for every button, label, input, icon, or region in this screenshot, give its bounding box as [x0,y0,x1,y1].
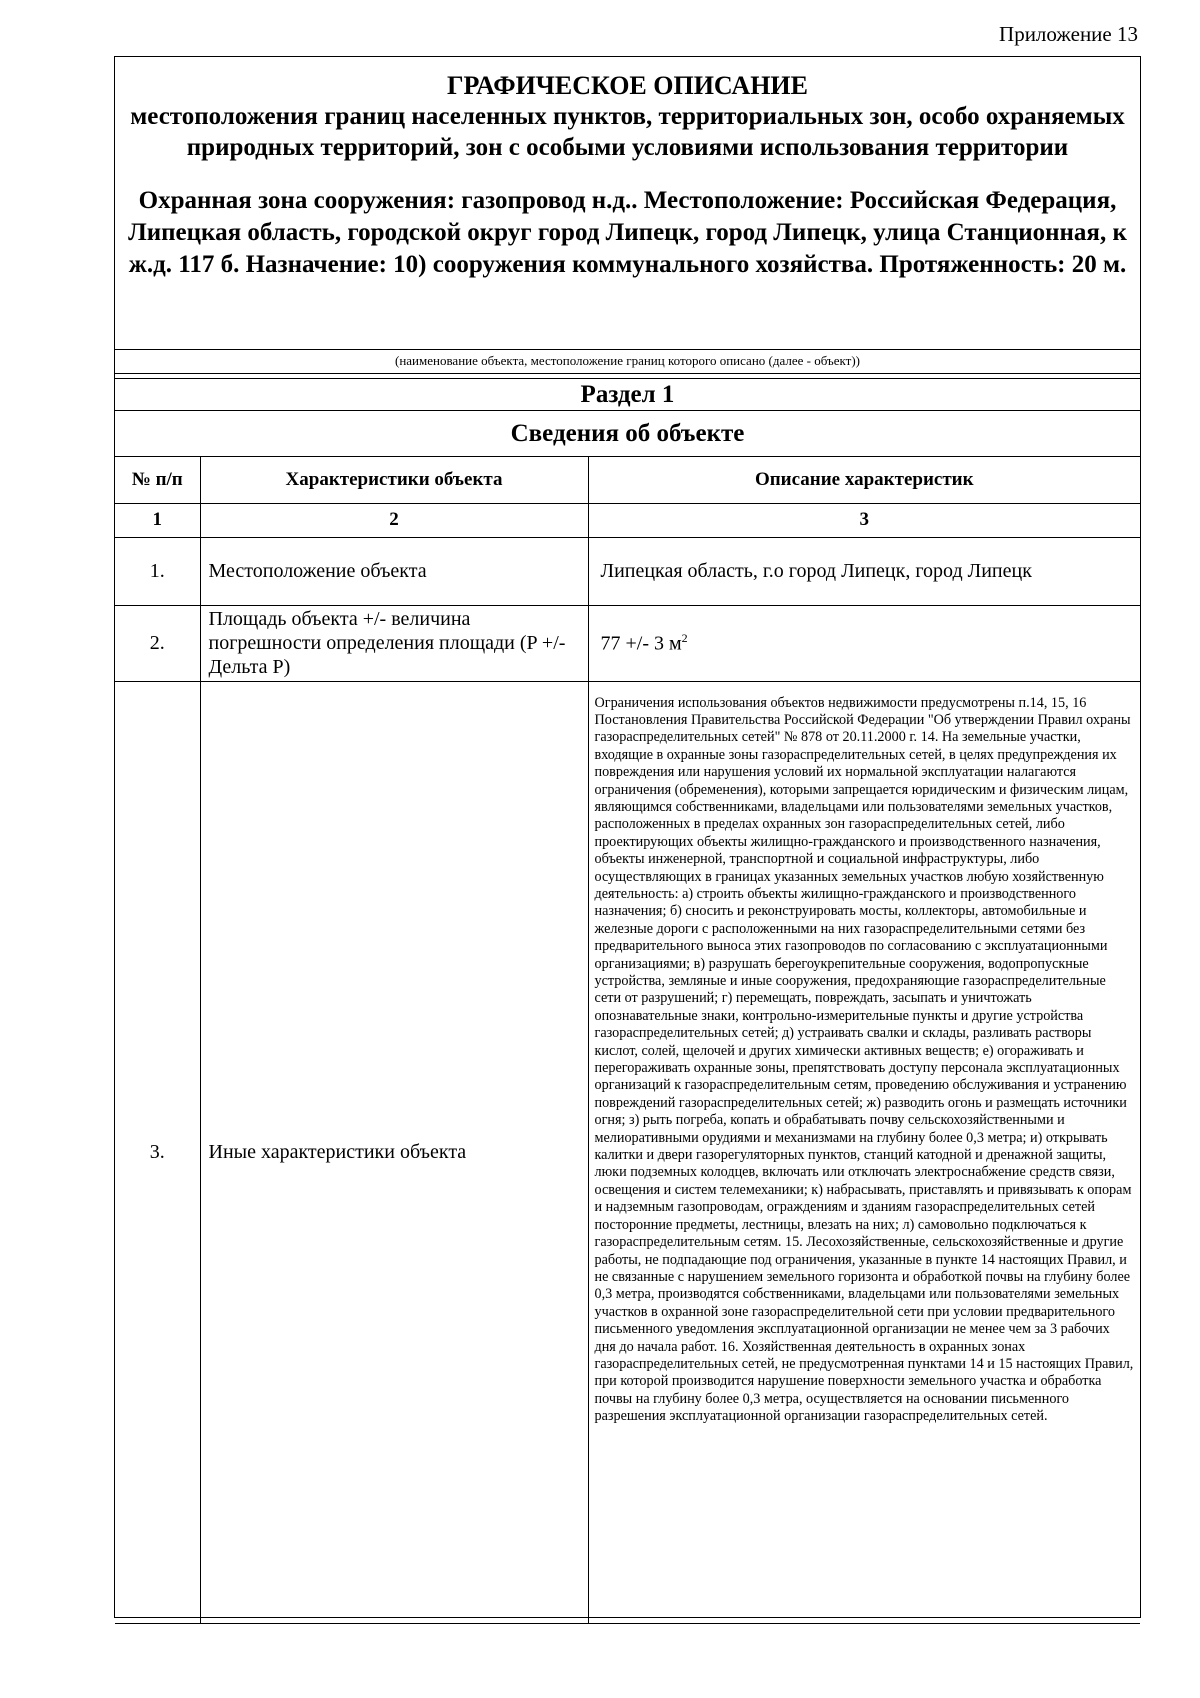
table-row [115,605,1140,681]
document-frame [114,56,1141,1618]
document-subtitle: местоположения границ населенных пунктов, территориальных зон, особо охраняемых природных территорий, зон с особыми условиями использования территории [130,103,1125,161]
header-description: Описание характеристик [588,457,1140,503]
document-title: ГРАФИЧЕСКОЕ ОПИСАНИЕ [447,71,808,100]
object-name: Охранная зона сооружения: газопровод н.д.. Местоположение: Российская Федерация, Липецкая область, городской округ город Липецк, город Липецк, улица Станционная, к ж.д. 117 б. Назначение: 10) сооружения коммунального хозяйства. Протяженность: 20 м. [128,187,1127,278]
table-header-row [115,457,1140,503]
section-title: Сведения об объекте [115,411,1140,457]
row-characteristic: Иные характеристики объекта [200,681,588,1623]
header-number: № п/п [115,457,200,503]
row-number: 2. [115,605,200,681]
row-description: Ограничения использования объектов недвижимости предусмотрены п.14, 15, 16 Постановления Правительства Российской Федерации "Об утверждении Правил охраны газораспределительных сетей" № 878 от 20.11.2000 г. 14. На земельные участки, входящие в охранные зоны газораспределительных сетей, в целях предупреждения их повреждения или нарушения условий их нормальной эксплуатации налагаются ограничения (обременения), которыми запрещается юридическим и физическим лицам, являющимся собственниками, владельцами или пользователями земельных участков, расположенных в пределах охранных зон газораспределительных сетей, либо проектирующих объекты жилищно-гражданского и производственного назначения, объекты инженерной, транспортной и социальной инфраструктуры, либо осуществляющих в границах указанных земельных участков любую хозяйственную деятельность: а) строить объекты жилищно-гражданского и производственного назначения; б) сносить и реконструировать мосты, коллекторы, автомобильные и железные дороги с расположенными на них газораспределительными сетями без предварительного выноса этих газопроводов по согласованию с эксплуатационными организациями; в) разрушать берегоукрепительные сооружения, водопропускные устройства, земляные и иные сооружения, предохраняющие газораспределительные сети от разрушений; г) перемещать, повреждать, засыпать и уничтожать опознавательные знаки, контрольно-измерительные пункты и другие устройства газораспределительных сетей; д) устраивать свалки и склады, разливать растворы кислот, солей, щелочей и других химически активных веществ; е) огораживать и перегораживать охранные зоны, препятствовать доступу персонала эксплуатационных организаций к газораспределительным сетям, проведению обслуживания и устранению повреждений газораспределительных сетей; ж) разводить огонь и размещать источники огня; з) рыть погреба, копать и обрабатывать почву сельскохозяйственными и мелиоративными орудиями и механизмами на глубину более 0,3 метра; и) открывать калитки и двери газорегуляторных пунктов, станций катодной и дренажной защиты, люки подземных колодцев, включать или отключать электроснабжение средств связи, освещения и систем телемеханики; к) набрасывать, приставлять и привязывать к опорам и надземным газопроводам, ограждениям и зданиям газораспределительных сетей посторонние предметы, лестницы, влезать на них; л) самовольно подключаться к газораспределительным сетям. 15. Лесохозяйственные, сельскохозяйственные и другие работы, не подпадающие под ограничения, указанные в пункте 14 настоящих Правил, и не связанные с нарушением земельного горизонта и обработкой почвы на глубину более 0,3 метра, производятся собственниками, владельцами или пользователями земельных участков в охранной зоне газораспределительной сети при условии предварительного письменного уведомления эксплуатационной организации не менее чем за 3 рабочих дня до начала работ. 16. Хозяйственная деятельность в охранных зонах газораспределительных сетей, не предусмотренная пунктами 14 и 15 настоящих Правил, при которой производится нарушение поверхности земельного участка и обработка почвы на глубину более 0,3 метра, осуществляется на основании письменного разрешения эксплуатационной организации газораспределительных сетей. [588,681,1140,1623]
row-number: 1. [115,537,200,605]
row-characteristic: Площадь объекта +/- величина погрешности определения площади (P +/- Дельта P) [200,605,588,681]
column-number-2: 2 [200,503,588,537]
row-characteristic: Местоположение объекта [200,537,588,605]
object-name-caption: (наименование объекта, местоположение границ которого описано (далее - объект)) [115,350,1140,374]
area-unit-superscript: 2 [681,630,688,645]
document-header [115,57,1140,350]
column-number-3: 3 [588,503,1140,537]
row-number: 3. [115,681,200,1623]
table-row [115,681,1140,1623]
table-row [115,537,1140,605]
row-description: Липецкая область, г.о город Липецк, город Липецк [588,537,1140,605]
header-characteristic: Характеристики объекта [200,457,588,503]
column-number-row [115,503,1140,537]
row-description [588,605,1140,681]
column-number-1: 1 [115,503,200,537]
section-label: Раздел 1 [115,379,1140,411]
object-info-table [115,457,1140,1624]
appendix-label: Приложение 13 [999,22,1138,46]
area-value: 77 +/- 3 м [600,632,682,655]
